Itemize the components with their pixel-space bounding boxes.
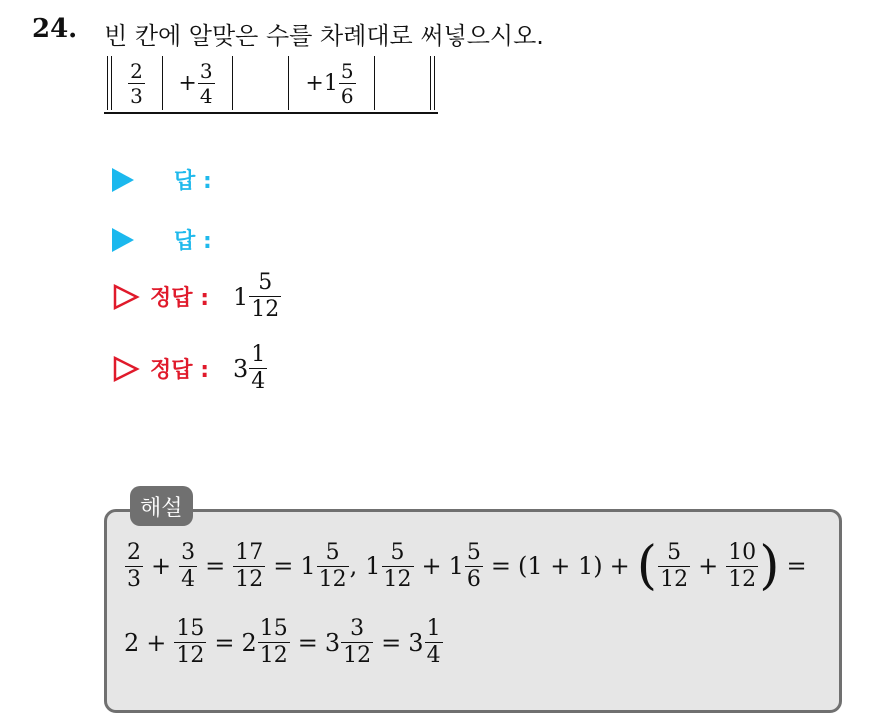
fraction: $\frac{5}{12}$ — [383, 539, 412, 592]
fraction: $\frac{15}{12}$ — [176, 616, 205, 668]
outline-triangle-icon — [112, 283, 140, 311]
answer-label: 답 : — [174, 169, 212, 194]
fraction: $\frac{10}{12}$ — [728, 539, 757, 592]
math-token: 3 — [408, 628, 424, 657]
math-token: 3 — [324, 628, 341, 657]
explanation-tag: 해설 — [130, 486, 193, 526]
math-token: + — [146, 628, 167, 657]
fraction: $\frac{3}{4}$ — [199, 58, 213, 108]
fraction: $\frac{5}{6}$ — [466, 539, 481, 592]
math-token: 1 — [365, 552, 381, 580]
math-token: , — [349, 552, 358, 580]
fraction: $\frac{2}{3}$ — [130, 58, 143, 108]
fraction: $\frac{2}{3}$ — [127, 539, 141, 592]
fraction: $\frac{17}{12}$ — [235, 539, 264, 592]
fraction: $\frac{5}{12}$ — [318, 539, 347, 592]
correct-label: 정답 : — [150, 286, 209, 311]
correct-answer-1 — [112, 272, 282, 321]
question-number: 24. — [32, 14, 78, 44]
correct-answer-2 — [112, 344, 268, 393]
outline-triangle-icon — [112, 355, 140, 383]
fraction: $\frac{3}{4}$ — [181, 539, 196, 592]
fraction: $\frac{5}{12}$ — [251, 270, 280, 322]
math-token: ( — [636, 536, 658, 596]
sequence-cell-blank-2[interactable] — [374, 56, 430, 110]
play-triangle-icon — [112, 168, 134, 192]
math-token: = — [786, 552, 807, 580]
sequence-table — [104, 56, 438, 114]
math-token: + — [698, 552, 719, 580]
math-token: = — [205, 552, 226, 580]
question-text: 빈 칸에 알맞은 수를 차례대로 써넣으시오. — [104, 22, 544, 50]
math-token: (1 + 1) — [518, 552, 603, 580]
math-token: + — [421, 552, 442, 580]
answer-row-2[interactable] — [112, 224, 212, 255]
fraction: $\frac{5}{6}$ — [340, 58, 354, 108]
correct-label: 정답 : — [150, 358, 209, 383]
answer-label: 답 : — [174, 229, 212, 254]
fraction: $\frac{3}{12}$ — [343, 616, 372, 668]
sequence-cell-blank-1[interactable] — [232, 56, 288, 110]
answer-row-1[interactable] — [112, 164, 212, 195]
math-token: = — [381, 628, 402, 657]
sequence-cell-step2: + 1 $\frac{5}{6}$ — [305, 58, 354, 108]
math-token: 1 — [300, 552, 316, 580]
math-token: ) — [759, 536, 780, 596]
correct-value-2: 3 $\frac{1}{4}$ — [233, 342, 266, 394]
math-token: + — [151, 552, 172, 580]
math-token: = — [214, 628, 235, 657]
explanation-line-1 — [124, 536, 814, 596]
math-token: 2 — [241, 628, 257, 657]
fraction: $\frac{1}{4}$ — [251, 342, 266, 394]
sequence-cell-start — [111, 56, 162, 110]
math-token: 2 — [124, 628, 140, 657]
math-token: + — [609, 552, 630, 580]
fraction: $\frac{15}{12}$ — [259, 616, 288, 668]
sequence-cell-step1: + $\frac{3}{4}$ — [178, 58, 213, 108]
math-token: = — [297, 628, 318, 657]
math-token: = — [273, 552, 294, 580]
play-triangle-icon — [112, 228, 134, 252]
math-token: 1 — [448, 552, 464, 580]
explanation-line-2 — [124, 618, 444, 667]
math-token: = — [490, 552, 512, 580]
correct-value-1: 1 $\frac{5}{12}$ — [233, 270, 280, 322]
fraction: $\frac{1}{4}$ — [426, 616, 441, 668]
fraction: $\frac{5}{12}$ — [660, 539, 689, 592]
